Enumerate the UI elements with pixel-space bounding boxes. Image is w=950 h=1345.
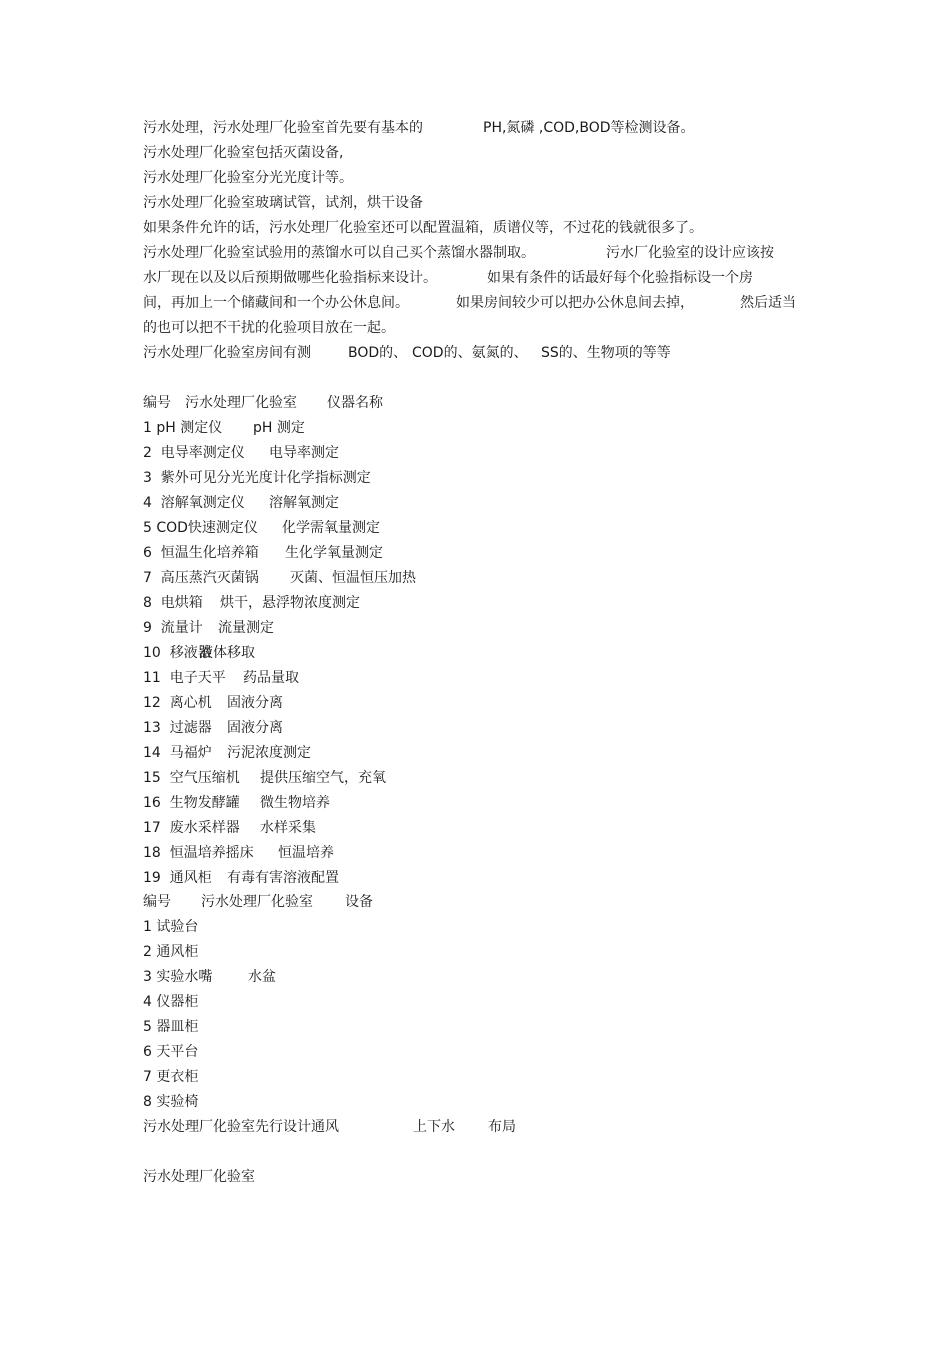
instrument-row-item: 10 移液器 xyxy=(143,645,212,661)
equipment-row-item: 3 实验水嘴 xyxy=(143,969,213,985)
instrument-row-item: 14 马福炉 xyxy=(143,745,212,761)
intro-line-9: 的也可以把不干扰的化验项目放在一起。 xyxy=(143,320,395,336)
instrument-row-item: 16 生物发酵罐 xyxy=(143,795,240,811)
instrument-row-item: 19 通风柜 xyxy=(143,870,212,886)
design-line-b: 上下水 xyxy=(413,1119,455,1135)
instrument-row-item: 4 溶解氧测定仪 xyxy=(143,495,245,511)
instrument-row-purpose: 灭菌、恒温恒压加热 xyxy=(290,570,416,586)
instrument-row-purpose: 水样采集 xyxy=(260,820,316,836)
intro-line-2: 污水处理厂化验室包括灭菌设备, xyxy=(143,145,344,161)
intro-line-1 xyxy=(143,117,695,139)
intro-line-10-a: 污水处理厂化验室房间有测 xyxy=(143,345,311,361)
instruments-header-name: 仪器名称 xyxy=(327,395,383,411)
instrument-row-item: 8 电烘箱 xyxy=(143,595,203,611)
instrument-row-item: 2 电导率测定仪 xyxy=(143,445,245,461)
intro-line-7 xyxy=(143,267,753,289)
intro-line-6 xyxy=(143,242,774,264)
design-line-a: 污水处理厂化验室先行设计通风 xyxy=(143,1119,339,1135)
instrument-row-purpose: 药品量取 xyxy=(243,670,299,686)
instrument-row-item: 7 高压蒸汽灭菌锅 xyxy=(143,570,259,586)
instrument-row-item: 6 恒温生化培养箱 xyxy=(143,545,259,561)
instrument-row-purpose: 固液分离 xyxy=(227,695,283,711)
equipment-header-no: 编号 xyxy=(143,894,171,910)
instruments-header-no: 编号 xyxy=(143,395,171,411)
equipment-row-item: 7 更衣柜 xyxy=(143,1069,199,1085)
instrument-row-item: 3 紫外可见分光光度计化学指标测定 xyxy=(143,470,371,486)
instrument-row-item: 1 pH 测定仪 xyxy=(143,420,223,436)
intro-line-6-a: 污水处理厂化验室试验用的蒸馏水可以自己买个蒸馏水器制取。 xyxy=(143,245,535,261)
equipment-header xyxy=(143,891,373,913)
instrument-row-item: 15 空气压缩机 xyxy=(143,770,240,786)
intro-line-3: 污水处理厂化验室分光光度计等。 xyxy=(143,170,353,186)
design-line-c: 布局 xyxy=(488,1119,516,1135)
intro-line-10-d: SS的、生物项的等等 xyxy=(541,345,671,361)
instrument-row-item: 9 流量计 xyxy=(143,620,203,636)
instrument-row-purpose: 液体移取 xyxy=(199,645,255,661)
instrument-row-purpose: 恒温培养 xyxy=(278,845,334,861)
instrument-row-item: 11 电子天平 xyxy=(143,670,226,686)
instrument-row-purpose: pH 测定 xyxy=(253,420,305,436)
instrument-row-purpose: 化学需氧量测定 xyxy=(282,520,380,536)
instrument-row-purpose: 污泥浓度测定 xyxy=(227,745,311,761)
instrument-row-purpose: 流量测定 xyxy=(218,620,274,636)
instruments-header-lab: 污水处理厂化验室 xyxy=(185,395,297,411)
equipment-header-lab: 污水处理厂化验室 xyxy=(201,894,313,910)
equipment-row-item: 2 通风柜 xyxy=(143,944,199,960)
instrument-row-purpose: 电导率测定 xyxy=(269,445,339,461)
intro-line-1-a: 污水处理，污水处理厂化验室首先要有基本的 xyxy=(143,120,423,136)
intro-line-10-c: COD的、氨氮的、 xyxy=(412,345,528,361)
intro-line-10 xyxy=(143,342,671,364)
instrument-row-purpose: 溶解氧测定 xyxy=(269,495,339,511)
equipment-header-name: 设备 xyxy=(345,894,373,910)
intro-line-8-b: 如果房间较少可以把办公休息间去掉， xyxy=(456,295,694,311)
intro-line-4: 污水处理厂化验室玻璃试管，试剂，烘干设备 xyxy=(143,195,423,211)
instrument-row-purpose: 固液分离 xyxy=(227,720,283,736)
instrument-row-item: 18 恒温培养摇床 xyxy=(143,845,254,861)
intro-line-8 xyxy=(143,292,796,314)
instrument-row-purpose: 生化学氧量测定 xyxy=(285,545,383,561)
intro-line-7-a: 水厂现在以及以后预期做哪些化验指标来设计。 xyxy=(143,270,437,286)
instruments-header xyxy=(143,392,383,414)
equipment-row-item: 6 天平台 xyxy=(143,1044,199,1060)
footer-line: 污水处理厂化验室 xyxy=(143,1169,255,1185)
instrument-row-item: 17 废水采样器 xyxy=(143,820,240,836)
intro-line-7-b: 如果有条件的话最好每个化验指标设一个房 xyxy=(487,270,753,286)
instrument-row-item: 12 离心机 xyxy=(143,695,212,711)
instrument-row-purpose: 烘干，悬浮物浓度测定 xyxy=(220,595,360,611)
intro-line-5: 如果条件允许的话，污水处理厂化验室还可以配置温箱，质谱仪等，不过花的钱就很多了。 xyxy=(143,220,703,236)
instrument-row-purpose: 提供压缩空气，充氧 xyxy=(260,770,386,786)
intro-line-8-c: 然后适当 xyxy=(740,295,796,311)
instrument-row-purpose: 有毒有害溶液配置 xyxy=(227,870,339,886)
equipment-row-item: 5 器皿柜 xyxy=(143,1019,199,1035)
intro-line-10-b: BOD的、 xyxy=(348,345,408,361)
equipment-row-item: 1 试验台 xyxy=(143,919,199,935)
design-line xyxy=(143,1116,516,1138)
equipment-row-purpose: 水盆 xyxy=(248,969,276,985)
equipment-row-item: 8 实验椅 xyxy=(143,1094,199,1110)
instrument-row-item: 13 过滤器 xyxy=(143,720,212,736)
intro-line-8-a: 间，再加上一个储藏间和一个办公休息间。 xyxy=(143,295,409,311)
equipment-row-item: 4 仪器柜 xyxy=(143,994,199,1010)
intro-line-1-b: PH,氮磷 ,COD,BOD等检测设备。 xyxy=(483,120,695,136)
instrument-row-purpose: 微生物培养 xyxy=(260,795,330,811)
instrument-row-item: 5 COD快速测定仪 xyxy=(143,520,258,536)
intro-line-6-b: 污水厂化验室的设计应该按 xyxy=(606,245,774,261)
